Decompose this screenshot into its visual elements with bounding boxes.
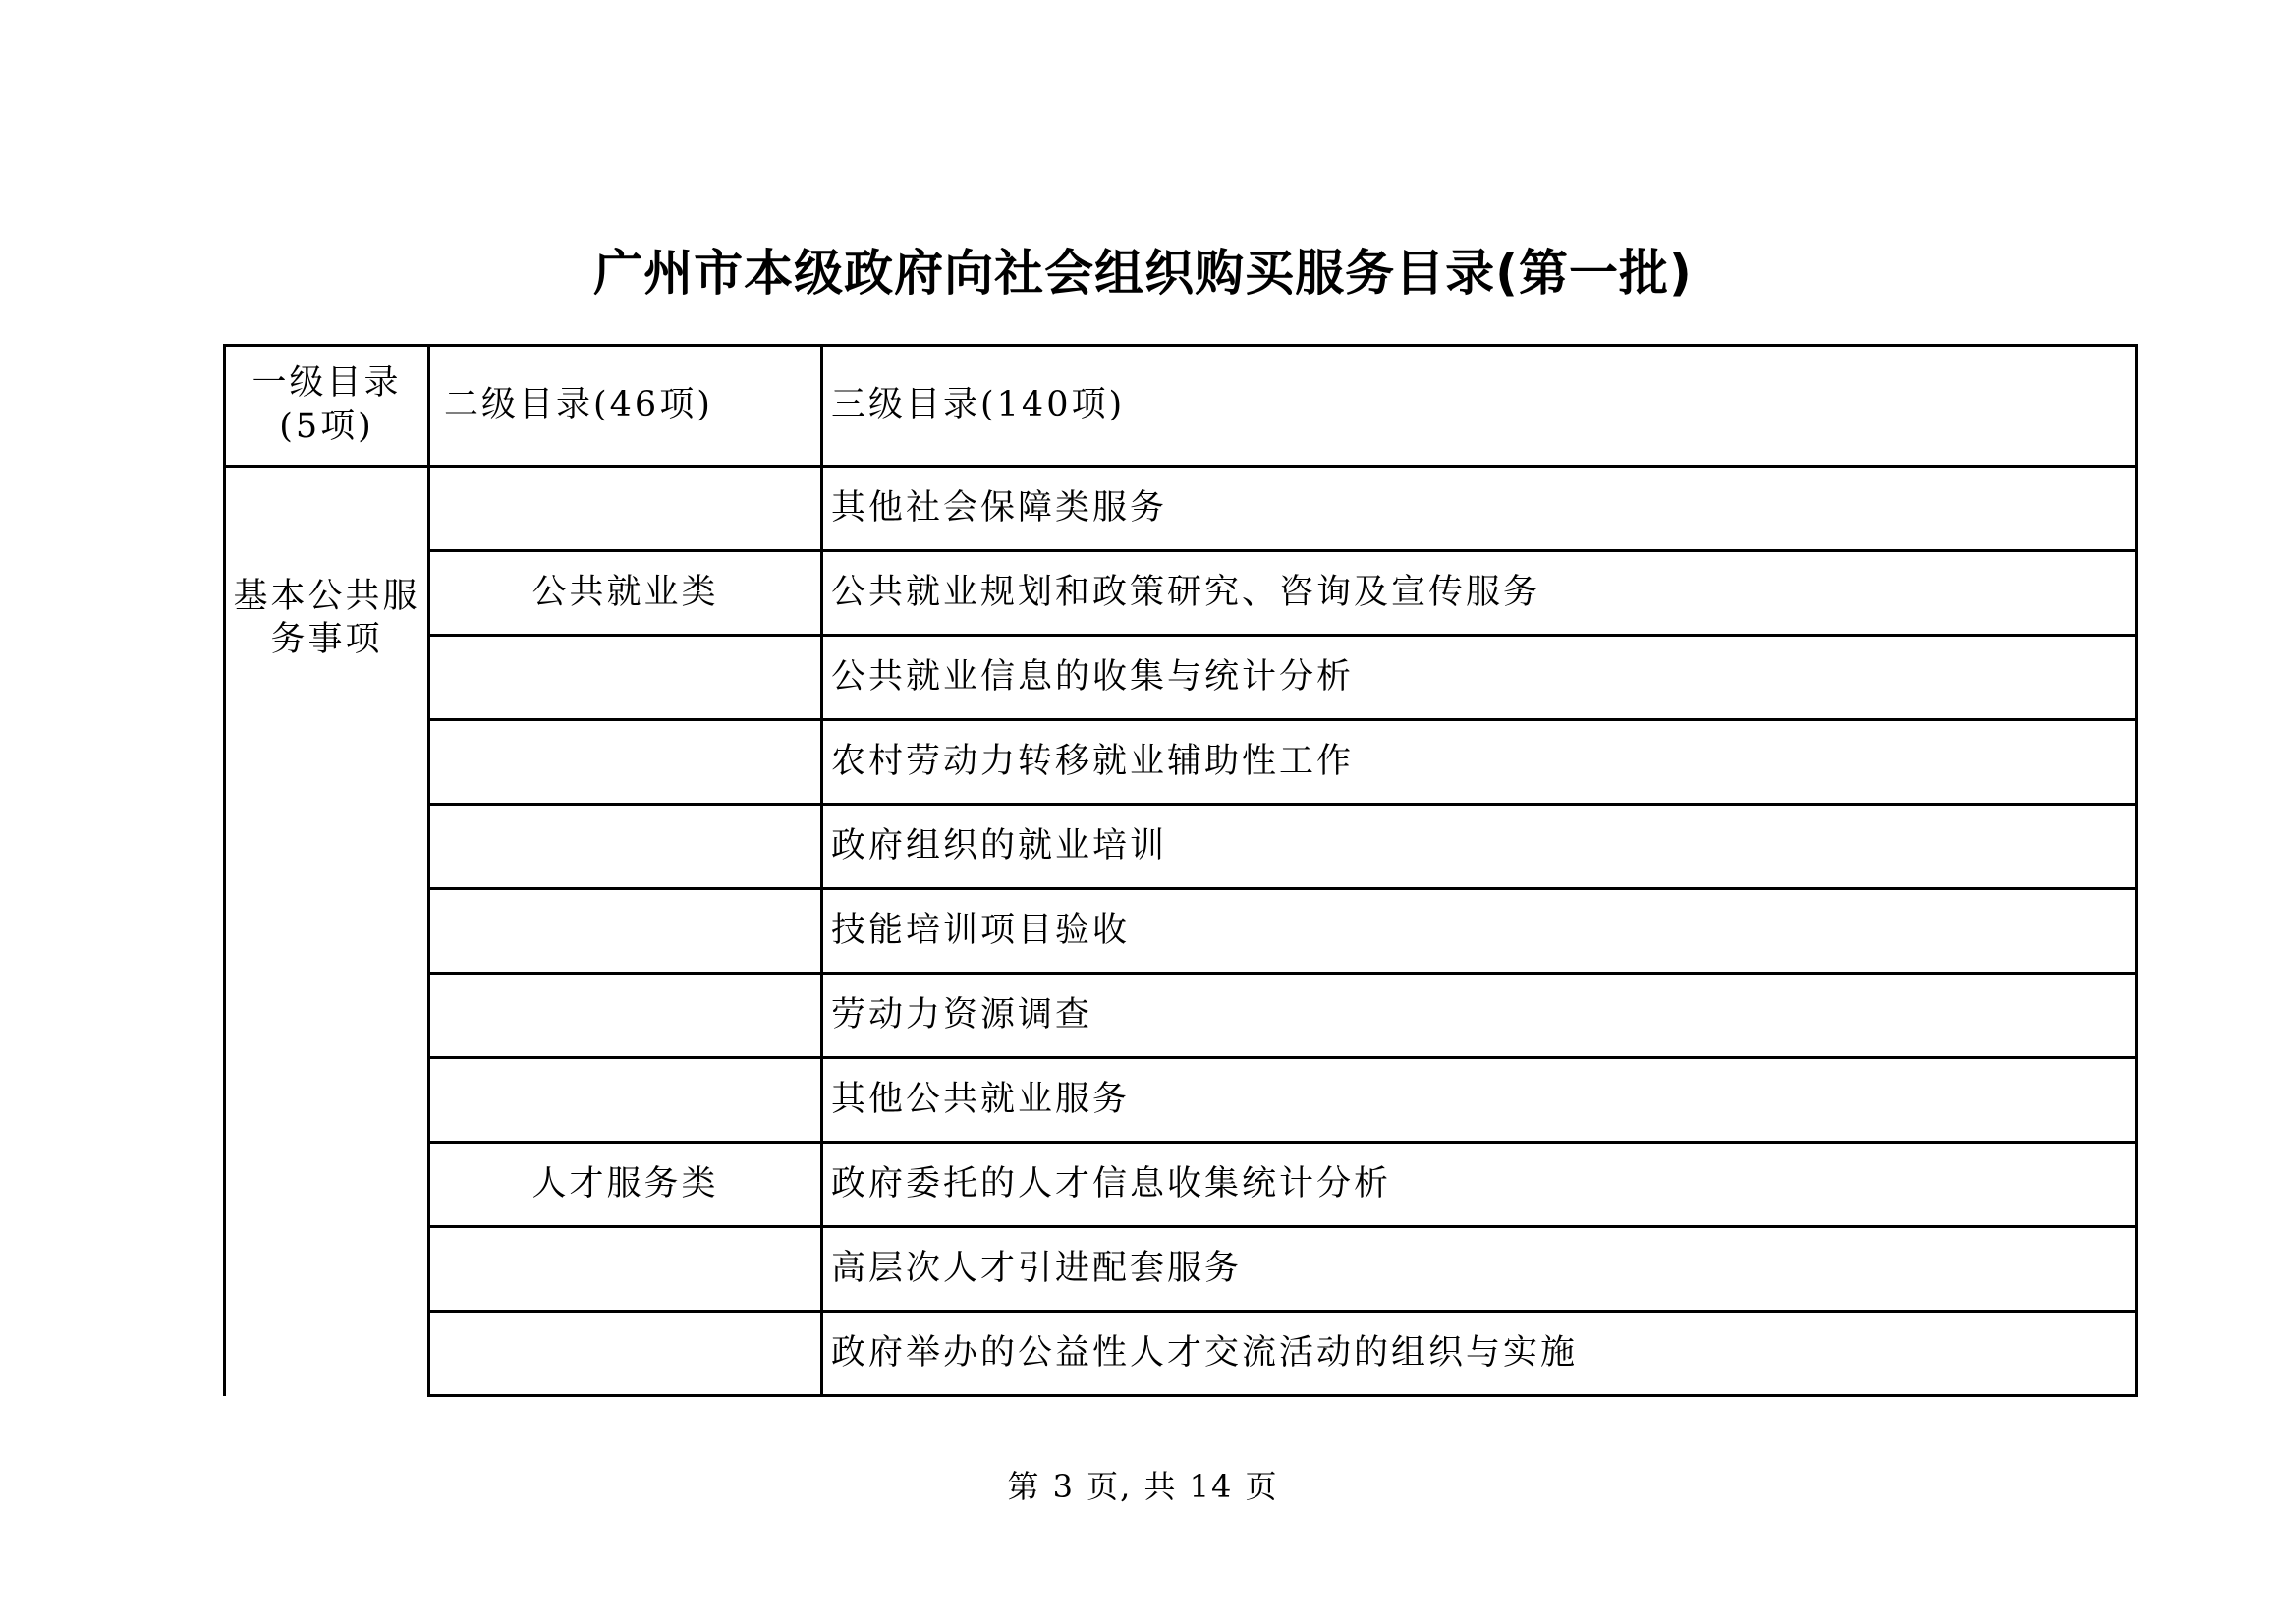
level3-cell: 技能培训项目验收 [822,889,2137,974]
level2-cell: 人才服务类 [429,1143,822,1227]
level2-cell: 公共就业类 [429,551,822,636]
page-number-footer: 第 3 页, 共 14 页 [1007,1468,1279,1505]
table-row [225,889,2137,974]
level3-cell: 政府委托的人才信息收集统计分析 [822,1143,2137,1227]
level2-cell [429,1058,822,1143]
level3-cell: 公共就业规划和政策研究、咨询及宣传服务 [822,551,2137,636]
level3-cell: 农村劳动力转移就业辅助性工作 [822,720,2137,805]
level2-cell [429,974,822,1058]
level3-cell: 政府组织的就业培训 [822,805,2137,889]
table-row [225,720,2137,805]
level3-cell: 劳动力资源调查 [822,974,2137,1058]
level3-cell: 其他社会保障类服务 [822,467,2137,551]
table-header-row [225,346,2137,467]
level2-cell [429,1312,822,1396]
level2-cell [429,720,822,805]
header-level1 [225,346,429,467]
table-row [225,551,2137,636]
level1-category-cell [225,467,429,1396]
service-catalog-table [223,344,2138,1397]
level2-cell [429,1227,822,1312]
table-row [225,1312,2137,1396]
level3-cell: 政府举办的公益性人才交流活动的组织与实施 [822,1312,2137,1396]
header-level1-line2: (5项) [279,407,374,446]
table-row [225,974,2137,1058]
table-row [225,805,2137,889]
level1-category-line2: 务事项 [270,619,383,659]
level2-cell [429,467,822,551]
document-title: 广州市本级政府向社会组织购买服务目录(第一批) [593,245,1693,302]
level2-cell [429,889,822,974]
level1-category-line1: 基本公共服 [233,577,420,616]
level2-cell [429,805,822,889]
level2-cell [429,636,822,720]
table-row [225,1227,2137,1312]
table-row [225,467,2137,551]
level3-cell: 高层次人才引进配套服务 [822,1227,2137,1312]
table-row [225,1143,2137,1227]
header-level2: 二级目录(46项) [429,346,822,467]
table-row [225,1058,2137,1143]
table-row [225,636,2137,720]
level3-cell: 其他公共就业服务 [822,1058,2137,1143]
header-level1-line1: 一级目录 [251,364,402,404]
level3-cell: 公共就业信息的收集与统计分析 [822,636,2137,720]
header-level3: 三级目录(140项) [822,346,2137,467]
